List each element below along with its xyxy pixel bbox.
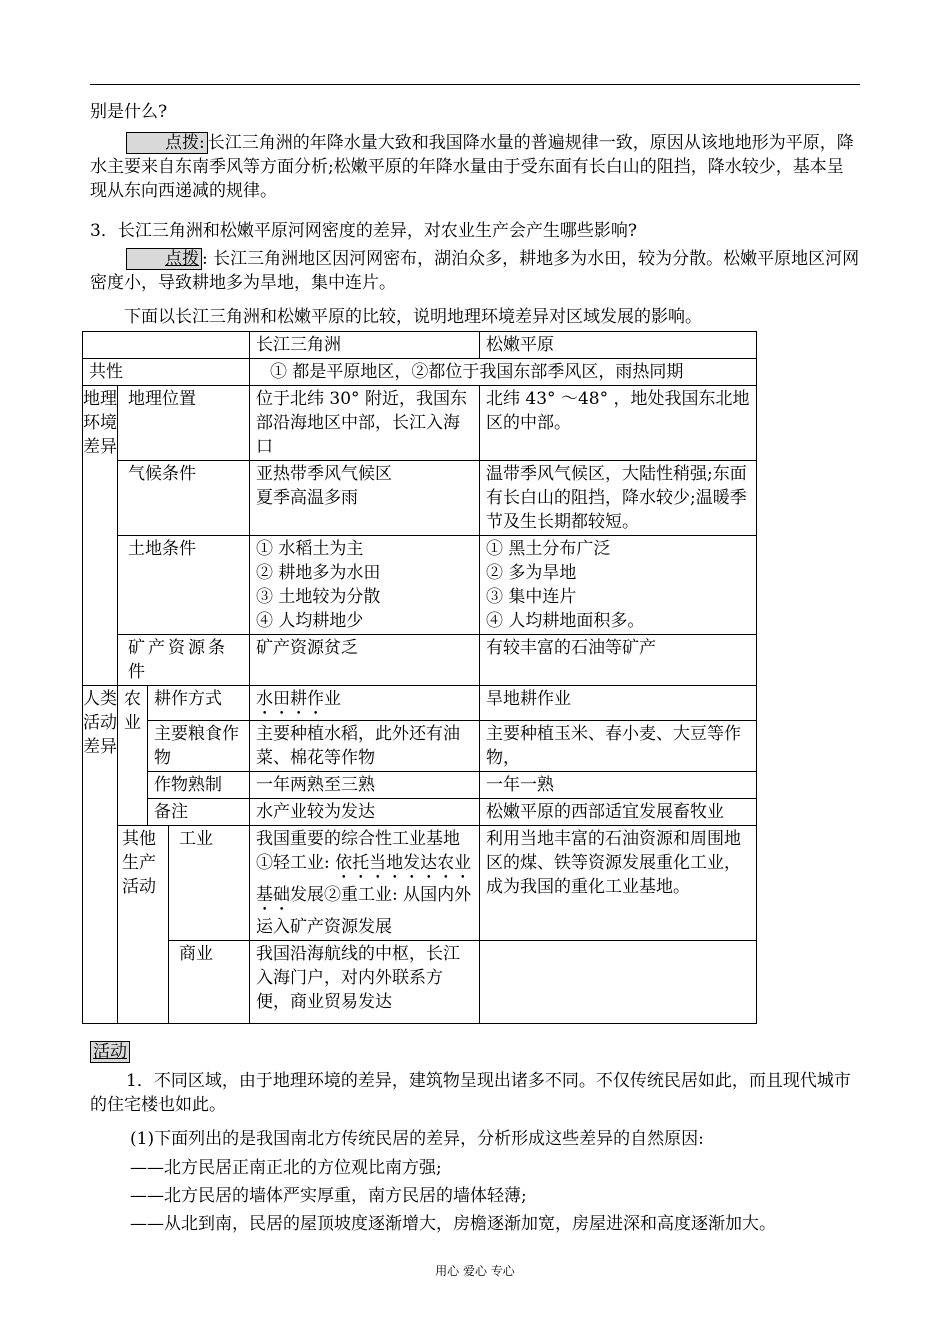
header-rule xyxy=(90,84,860,85)
row-label: 耕作方式 xyxy=(148,686,250,721)
table-row xyxy=(83,359,757,386)
table-row xyxy=(83,461,757,536)
row-label: 作物熟制 xyxy=(148,772,250,799)
activity-tag: 活动 xyxy=(90,1041,130,1063)
yangtze-cell: 水产业较为发达 xyxy=(250,799,480,826)
cell-text: 业 xyxy=(324,689,341,709)
list-item: ——北方民居的墙体严实厚重，南方民居的墙体轻薄; xyxy=(130,1186,527,1206)
geo-group-label: 地理环境差异 xyxy=(83,386,118,686)
page-footer: 用心 爱心 专心 xyxy=(435,1264,515,1278)
songnen-cell xyxy=(480,941,757,1024)
common-text: ① 都是平原地区，②都位于我国东部季风区，雨热同期 xyxy=(250,359,757,386)
emphasis-text: 水田耕作 xyxy=(256,689,324,709)
other-group-label: 其他生产活动 xyxy=(118,826,169,1024)
tip-text: : 长江三角洲地区因河网密布，湖泊众多，耕地多为水田，较为分散。松嫩平原地区河网密度小，导致耕地多为旱地，集中连片。 xyxy=(90,249,860,293)
yangtze-cell: 矿产资源贫乏 xyxy=(250,635,480,686)
cell-line: ① 黑土分布广泛 xyxy=(486,539,611,559)
yangtze-cell: 位于北纬 30° 附近，我国东部沿海地区中部，长江入海口 xyxy=(250,386,480,461)
songnen-cell: 松嫩平原的西部适宜发展畜牧业 xyxy=(480,799,757,826)
cell-line: ④ 人均耕地面积多。 xyxy=(486,611,645,631)
cell-line: ② 多为旱地 xyxy=(486,563,577,583)
question-3: 3．长江三角洲和松嫩平原河网密度的差异，对农业生产会产生哪些影响? xyxy=(90,221,637,241)
yangtze-cell: 主要种植水稻，此外还有油菜、棉花等作物 xyxy=(250,721,480,772)
comparison-table xyxy=(82,331,757,1024)
table-header-row xyxy=(83,332,757,359)
tip-paragraph-2 xyxy=(90,247,860,295)
row-label: 地理位置 xyxy=(118,386,250,461)
agri-group-label: 农业 xyxy=(118,686,148,826)
table-row xyxy=(83,772,757,799)
songnen-cell: 利用当地丰富的石油资源和周围地区的煤、铁等资源发展重化工业，成为我国的重化工业基地。 xyxy=(480,826,757,941)
cell-text: 发展②重工业: 从国内外运入矿产资源发展 xyxy=(256,885,472,937)
table-row xyxy=(83,386,757,461)
table-row xyxy=(83,826,757,941)
header-empty-cell xyxy=(83,332,250,359)
cell-line: ③ 土地较为分散 xyxy=(256,587,381,607)
cell-line: ③ 集中连片 xyxy=(486,587,577,607)
common-label: 共性 xyxy=(83,359,250,386)
cell-text: 我国重要的综合性工业基地①轻工业: xyxy=(256,829,460,873)
table-row xyxy=(83,799,757,826)
table-row xyxy=(83,536,757,635)
human-group-label: 人类活动差异 xyxy=(83,686,118,1024)
row-label: 矿产资源条件 xyxy=(118,635,250,686)
songnen-cell: 旱地耕作业 xyxy=(480,686,757,721)
songnen-cell xyxy=(480,536,757,635)
row-label: 工业 xyxy=(169,826,250,941)
songnen-cell: 有较丰富的石油等矿产 xyxy=(480,635,757,686)
tip-text: 长江三角洲的年降水量大致和我国降水量的普遍规律一致，原因从该地地形为平原，降水主要来自东南季风等方面分析;松嫩平原的年降水量由于受东面有长白山的阻挡，降水较少，基本呈现从东向西递减的规律。 xyxy=(90,133,854,201)
songnen-cell: 温带季风气候区，大陆性稍强;东面有长白山的阻挡，降水较少;温暖季节及生长期都较短。 xyxy=(480,461,757,536)
row-label: 商业 xyxy=(169,941,250,1024)
yangtze-cell: 一年两熟至三熟 xyxy=(250,772,480,799)
songnen-cell: 北纬 43° ～48° ，地处我国东北地区的中部。 xyxy=(480,386,757,461)
table-row xyxy=(83,941,757,1024)
yangtze-cell xyxy=(250,461,480,536)
header-songnen: 松嫩平原 xyxy=(480,332,757,359)
tip-paragraph-1 xyxy=(90,131,860,203)
table-intro: 下面以长江三角洲和松嫩平原的比较，说明地理环境差异对区域发展的影响。 xyxy=(124,307,702,327)
songnen-cell: 主要种植玉米、春小麦、大豆等作物， xyxy=(480,721,757,772)
cell-line: 亚热带季风气候区 xyxy=(256,464,392,484)
row-label: 主要粮食作物 xyxy=(148,721,250,772)
yangtze-cell: 我国沿海航线的中枢，长江入海门户，对内外联系方便，商业贸易发达 xyxy=(250,941,480,1024)
row-label: 土地条件 xyxy=(118,536,250,635)
list-item: ——从北到南，民居的屋顶坡度逐渐增大，房檐逐渐加宽，房屋进深和高度逐渐加大。 xyxy=(130,1214,776,1234)
table-row xyxy=(83,686,757,721)
header-yangtze: 长江三角洲 xyxy=(250,332,480,359)
yangtze-cell xyxy=(250,686,480,721)
row-label: 备注 xyxy=(148,799,250,826)
tip-tag: 点拨 xyxy=(126,248,202,270)
activity-sub-question: (1)下面列出的是我国南北方传统民居的差异，分析形成这些差异的自然原因: xyxy=(130,1129,704,1149)
cell-line: ① 水稻土为主 xyxy=(256,539,364,559)
table-row xyxy=(83,721,757,772)
cell-line: 夏季高温多雨 xyxy=(256,488,358,508)
cell-line: ④ 人均耕地少 xyxy=(256,611,364,631)
emphasis-text: 依托当地发达农业基础 xyxy=(256,853,472,905)
yangtze-cell xyxy=(250,536,480,635)
cell-line: ② 耕地多为水田 xyxy=(256,563,381,583)
list-item: ——北方民居正南正北的方位观比南方强; xyxy=(130,1158,442,1178)
songnen-cell: 一年一熟 xyxy=(480,772,757,799)
question-tail: 别是什么? xyxy=(90,102,168,122)
table-row xyxy=(83,635,757,686)
tip-tag: 点拨: xyxy=(126,132,208,154)
row-label: 气候条件 xyxy=(118,461,250,536)
yangtze-cell xyxy=(250,826,480,941)
activity-heading xyxy=(90,1040,860,1064)
activity-paragraph-1: 1．不同区域，由于地理环境的差异，建筑物呈现出诸多不同。不仅传统民居如此，而且现代城市的住宅楼也如此。 xyxy=(90,1071,851,1115)
